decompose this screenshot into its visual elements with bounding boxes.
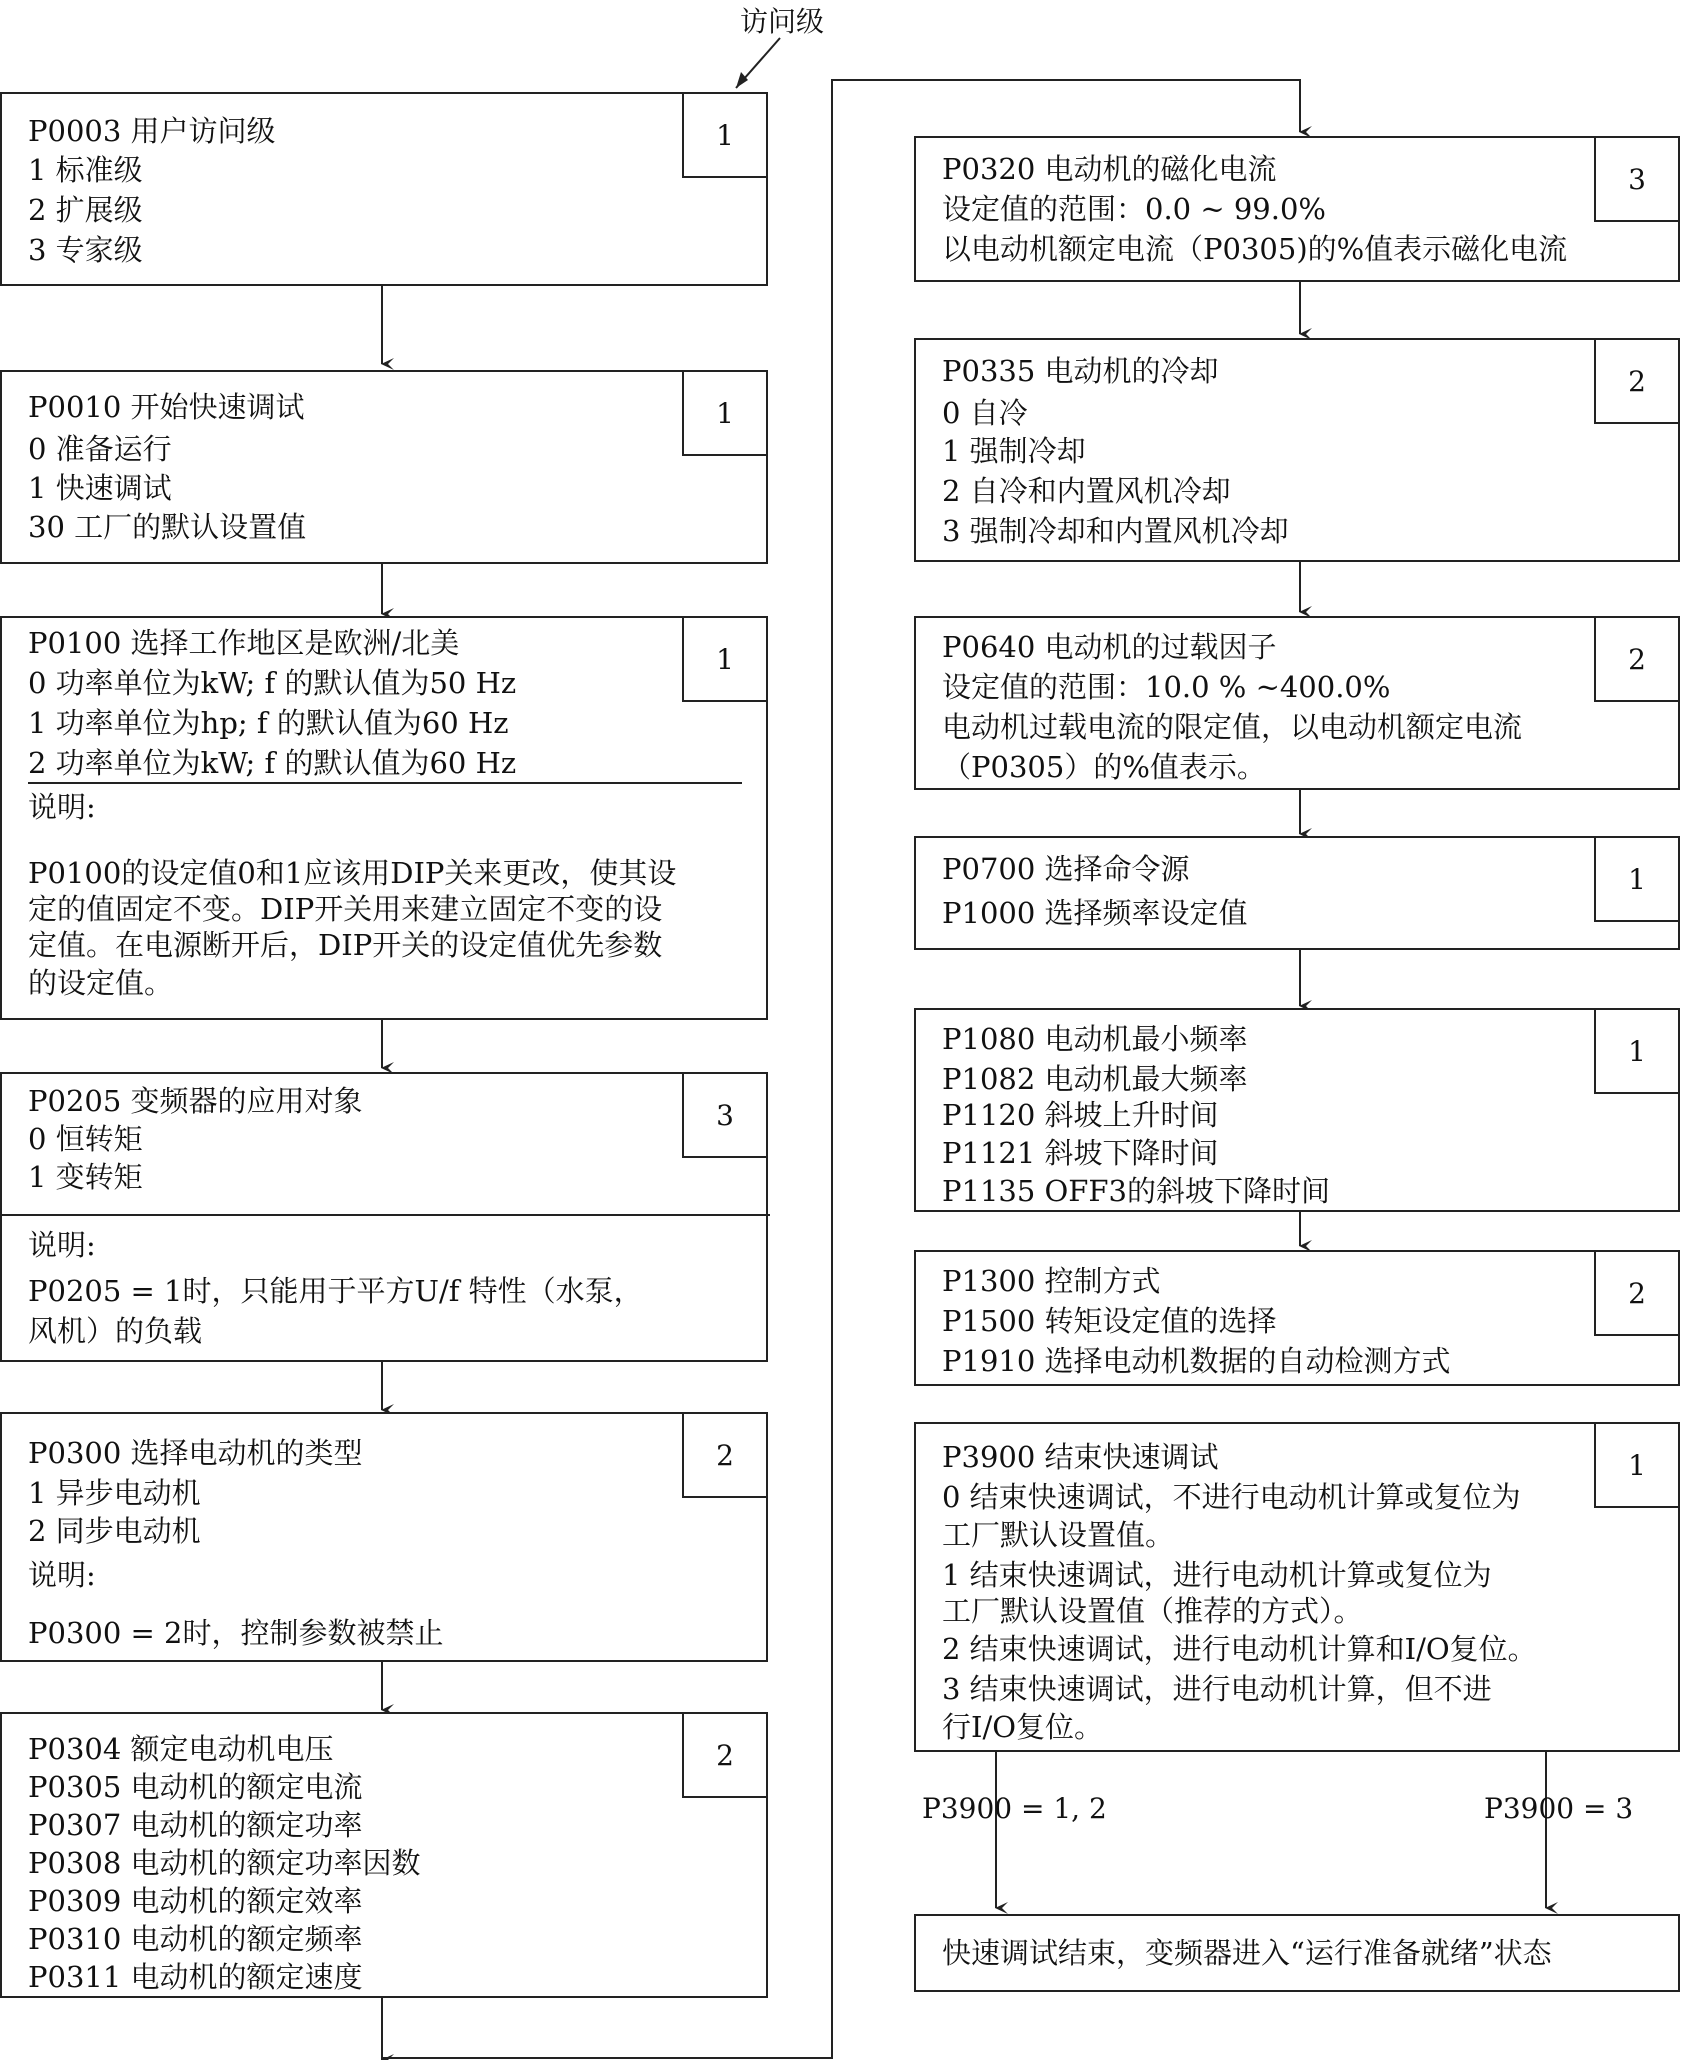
param-option: 1 快速调试 (28, 471, 172, 505)
access-level-badge: 1 (1594, 1422, 1680, 1508)
param-option: P1135 OFF3的斜坡下降时间 (942, 1174, 1331, 1208)
access-level-badge: 1 (682, 616, 768, 702)
param-option: P0307 电动机的额定功率 (28, 1808, 363, 1842)
param-option: 2 自冷和内置风机冷却 (942, 474, 1231, 508)
param-option: 0 恒转矩 (28, 1122, 143, 1156)
access-level-badge: 2 (1594, 338, 1680, 424)
param-box-p0640 (914, 616, 1680, 790)
note-line: 定值。在电源断开后，DIP开关的设定值优先参数 (28, 928, 663, 962)
final-state-box (914, 1914, 1680, 1992)
param-option: 1 强制冷却 (942, 434, 1086, 468)
access-level-badge: 1 (1594, 836, 1680, 922)
param-option: P1910 选择电动机数据的自动检测方式 (942, 1344, 1451, 1378)
access-level-badge: 2 (682, 1412, 768, 1498)
param-option: 1 变转矩 (28, 1160, 143, 1194)
note-line: P0205 = 1时，只能用于平方U/f 特性（水泵， (28, 1274, 643, 1308)
branch-right-label: P3900 = 3 (1484, 1792, 1634, 1825)
param-option: 工厂默认设置值（推荐的方式）。 (942, 1594, 1363, 1628)
param-option: P0305 电动机的额定电流 (28, 1770, 363, 1804)
param-title: P3900 结束快速调试 (942, 1440, 1219, 1474)
param-box-p1300 (914, 1250, 1680, 1386)
param-option: P1500 转矩设定值的选择 (942, 1304, 1277, 1338)
param-option: 3 强制冷却和内置风机冷却 (942, 514, 1289, 548)
note-line: 的设定值。 (28, 966, 174, 1000)
param-option: 1 功率单位为hp; f 的默认值为60 Hz (28, 706, 509, 740)
param-option: 0 自冷 (942, 396, 1028, 430)
param-box-p0335 (914, 338, 1680, 562)
param-option: 2 扩展级 (28, 193, 143, 227)
param-option: 1 标准级 (28, 153, 143, 187)
param-option: 30 工厂的默认设置值 (28, 510, 307, 544)
param-box-p0100 (0, 616, 768, 1020)
param-box-p0003 (0, 92, 768, 286)
param-title: P0640 电动机的过载因子 (942, 630, 1277, 664)
note-title: 说明: (28, 790, 96, 824)
note-line: 定的值固定不变。DIP开关用来建立固定不变的设 (28, 892, 663, 926)
note-title: 说明: (28, 1228, 96, 1262)
param-box-p0700 (914, 836, 1680, 950)
final-state-text: 快速调试结束，变频器进入“运行准备就绪”状态 (942, 1936, 1552, 1970)
access-pointer-head (736, 72, 748, 88)
param-box-p0205 (0, 1072, 768, 1362)
param-title: P0335 电动机的冷却 (942, 354, 1219, 388)
param-option: 设定值的范围：10.0 % ~400.0% (942, 670, 1391, 704)
param-option: 1 结束快速调试，进行电动机计算或复位为 (942, 1558, 1492, 1592)
param-box-p0320 (914, 136, 1680, 282)
param-option: 电动机过载电流的限定值，以电动机额定电流 (942, 710, 1523, 744)
param-title: P0003 用户访问级 (28, 114, 276, 148)
param-title: P0700 选择命令源 (942, 852, 1190, 886)
note-line: P0100的设定值0和1应该用DIP关来更改，使其设 (28, 856, 677, 890)
param-option: 3 专家级 (28, 233, 143, 267)
param-title: P0304 额定电动机电压 (28, 1732, 334, 1766)
param-option: 0 功率单位为kW; f 的默认值为50 Hz (28, 666, 517, 700)
param-option: P0311 电动机的额定速度 (28, 1960, 363, 1994)
access-level-badge: 3 (1594, 136, 1680, 222)
param-title: P0010 开始快速调试 (28, 390, 305, 424)
access-level-badge: 2 (1594, 616, 1680, 702)
param-title: P1300 控制方式 (942, 1264, 1161, 1298)
param-option: P0310 电动机的额定频率 (28, 1922, 363, 1956)
param-option: P1082 电动机最大频率 (942, 1062, 1248, 1096)
note-line: 风机）的负载 (28, 1314, 203, 1348)
param-title: P0100 选择工作地区是欧洲/北美 (28, 626, 460, 660)
param-title: P0300 选择电动机的类型 (28, 1436, 363, 1470)
param-box-p0300 (0, 1412, 768, 1662)
branch-left-label: P3900 = 1, 2 (922, 1792, 1107, 1825)
access-level-badge: 1 (682, 92, 768, 178)
access-level-badge: 2 (1594, 1250, 1680, 1336)
param-option: 行I/O复位。 (942, 1710, 1104, 1744)
param-option: 2 功率单位为kW; f 的默认值为60 Hz (28, 746, 517, 780)
param-title: P0205 变频器的应用对象 (28, 1084, 363, 1118)
param-title: P1080 电动机最小频率 (942, 1022, 1248, 1056)
param-option: 0 结束快速调试，不进行电动机计算或复位为 (942, 1480, 1521, 1514)
access-level-badge: 3 (682, 1072, 768, 1158)
param-option: 0 准备运行 (28, 432, 172, 466)
param-option: 2 结束快速调试，进行电动机计算和I/O复位。 (942, 1632, 1537, 1666)
param-option: P0308 电动机的额定功率因数 (28, 1846, 421, 1880)
param-option: P1121 斜坡下降时间 (942, 1136, 1219, 1170)
param-option: 2 同步电动机 (28, 1514, 201, 1548)
param-option: P1120 斜坡上升时间 (942, 1098, 1219, 1132)
param-box-p1080 (914, 1008, 1680, 1212)
access-level-label: 访问级 (740, 5, 825, 38)
note-title: 说明: (28, 1558, 96, 1592)
note-divider (0, 1214, 770, 1216)
param-option: 3 结束快速调试，进行电动机计算，但不进 (942, 1672, 1492, 1706)
access-level-badge: 1 (1594, 1008, 1680, 1094)
param-box-p3900 (914, 1422, 1680, 1752)
param-title: P0320 电动机的磁化电流 (942, 152, 1277, 186)
param-box-p0304 (0, 1712, 768, 1998)
param-option: 1 异步电动机 (28, 1476, 201, 1510)
param-option: 以电动机额定电流（P0305)的%值表示磁化电流 (942, 232, 1568, 266)
param-option: 工厂默认设置值。 (942, 1518, 1175, 1552)
param-box-p0010 (0, 370, 768, 564)
param-option: P1000 选择频率设定值 (942, 896, 1248, 930)
note-line: P0300 = 2时，控制参数被禁止 (28, 1616, 444, 1650)
note-divider (28, 782, 742, 784)
param-option: P0309 电动机的额定效率 (28, 1884, 363, 1918)
param-option: 设定值的范围：0.0 ~ 99.0% (942, 192, 1326, 226)
access-level-badge: 1 (682, 370, 768, 456)
access-level-badge: 2 (682, 1712, 768, 1798)
param-option: （P0305）的%值表示。 (942, 750, 1266, 784)
